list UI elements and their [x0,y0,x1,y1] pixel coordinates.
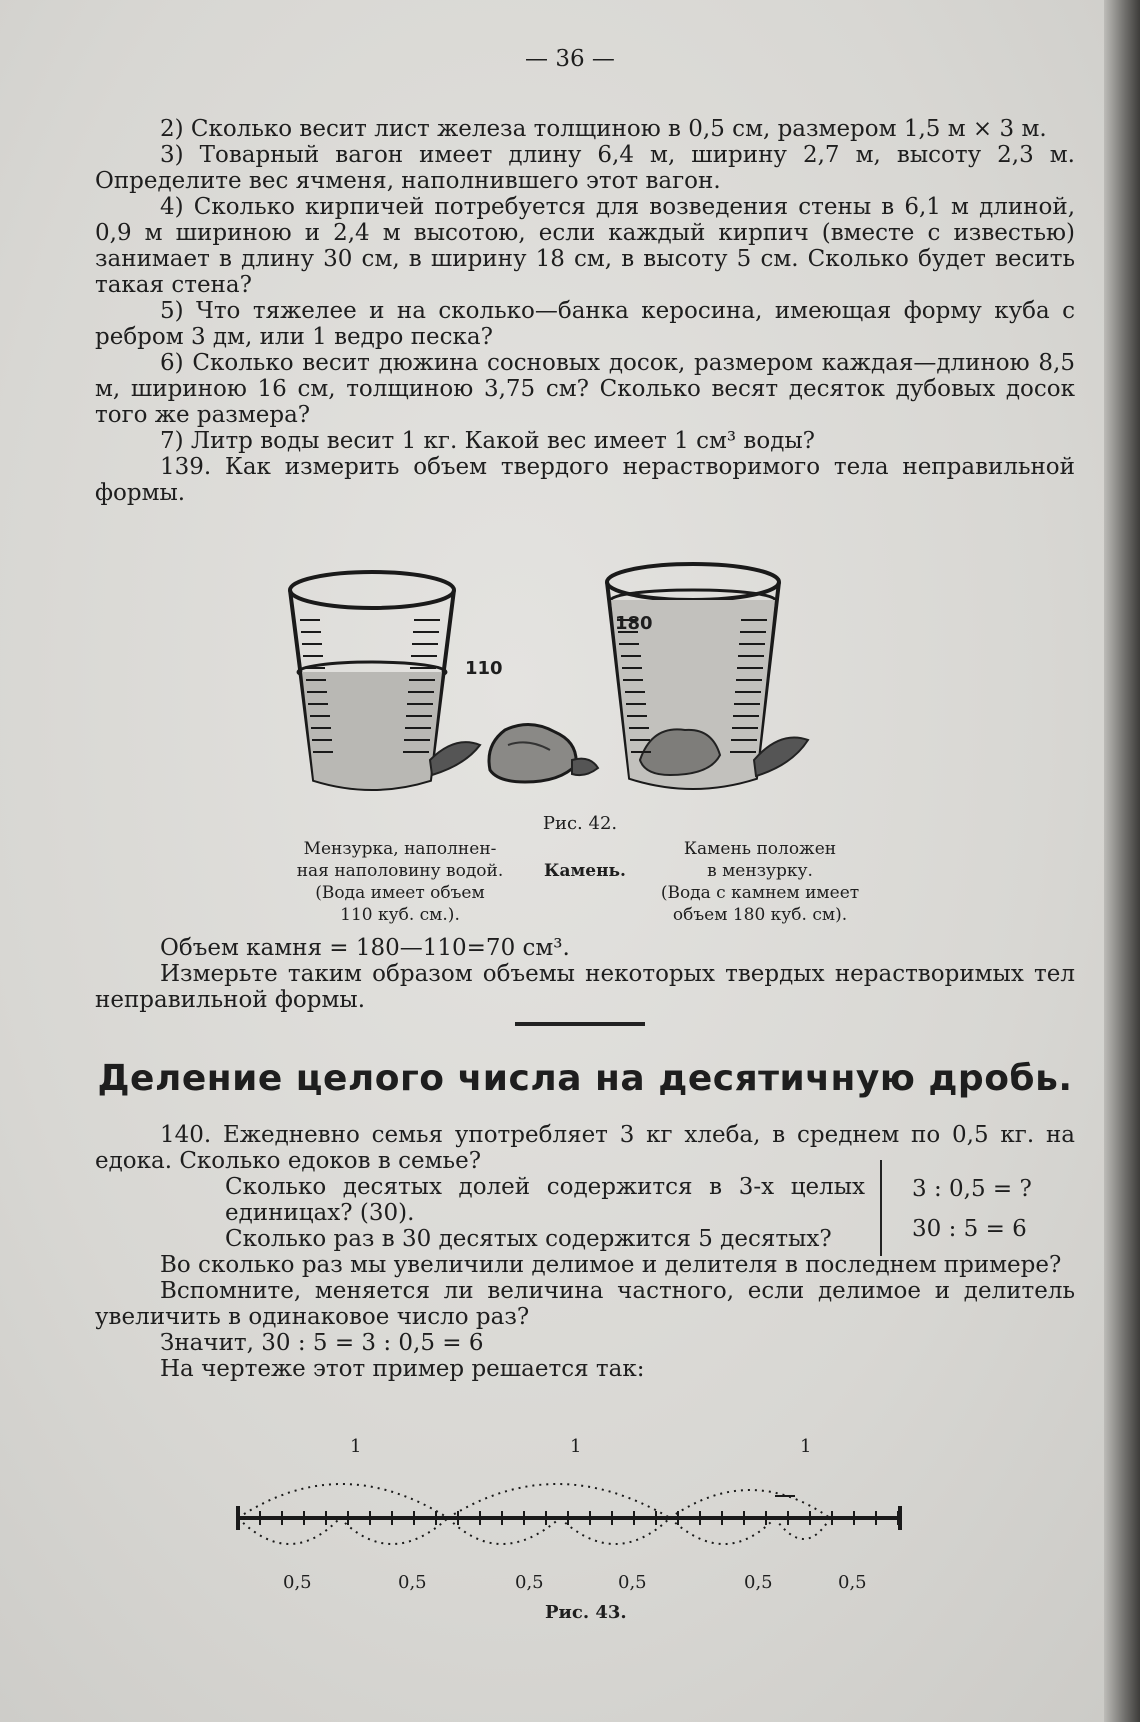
half-label-6: 0,5 [838,1572,867,1593]
caption-left-line: ная наполовину водой. [296,861,504,881]
exercise-list [95,116,1075,506]
question-quotient: Вспомните, меняется ли величина частного, если делимое и делитель увеличить в одинаковое число раз? [95,1278,1075,1330]
exercise-4: 4) Сколько кирпичей потребуется для возведения стены в 6,1 м длиной, 0,9 м шириною и 2,4 м высотою, если каждый кирпич (вместе с известью) занимает в длину 30 см, в ширину 18 см, в высоту 5 см. Сколько будет весить такая стена? [95,194,1075,298]
volume-label-180: 180 [615,613,653,634]
unit-label-2: 1 [570,1436,582,1457]
drawing-intro: На чертеже этот пример решается так: [160,1356,645,1382]
unit-label-3: 1 [800,1436,812,1457]
unit-label-1: 1 [350,1436,362,1457]
caption-right [640,838,880,926]
figure-43-number-line [230,1460,920,1580]
half-label-3: 0,5 [515,1572,544,1593]
stone-volume-formula: Объем камня = 180—110=70 см³. [160,935,570,961]
question-tenths: Сколько десятых долей содержится в 3-х целых единицах? (30). [225,1174,865,1226]
half-label-4: 0,5 [618,1572,647,1593]
caption-right-line: Камень положен [683,839,837,859]
conclusion-equation: Значит, 30 : 5 = 3 : 0,5 = 6 [160,1330,484,1356]
equation-box [880,1160,1077,1256]
question-times: Сколько раз в 30 десятых содержится 5 десятых? [225,1226,832,1252]
book-spine-shadow [1104,0,1140,1722]
problem-140-text: 140. Ежедневно семья употребляет 3 кг хлеба, в среднем по 0,5 кг. на едока. Сколько едоков в семье? [95,1122,1075,1174]
caption-middle: Камень. [544,861,626,881]
caption-left-line: (Вода имеет объем [315,883,485,903]
exercise-7: 7) Литр воды весит 1 кг. Какой вес имеет 1 см³ воды? [160,428,816,454]
caption-right-line: в мензурку. [707,861,813,881]
caption-right-line: (Вода с камнем имеет [660,883,860,903]
measure-instruction: Измерьте таким образом объемы некоторых твердых нерастворимых тел неправильной формы. [95,961,1075,1013]
volume-label-110: 110 [465,658,503,679]
section-heading: Деление целого числа на десятичную дробь. [97,1058,1073,1099]
question-increase: Во сколько раз мы увеличили делимое и делителя в последнем примере? [160,1252,1062,1278]
half-label-1: 0,5 [283,1572,312,1593]
caption-right-line: объем 180 куб. см). [672,905,848,925]
beaker-right-icon [607,564,808,788]
page-number: — 36 — [525,46,615,72]
stone-icon [489,724,598,782]
caption-left [280,838,520,926]
exercise-3: 3) Товарный вагон имеет длину 6,4 м, ширину 2,7 м, высоту 2,3 м. Определите вес ячменя, наполнившего этот вагон. [95,142,1075,194]
section-divider [515,1022,645,1026]
exercise-5: 5) Что тяжелее и на сколько—банка керосина, имеющая форму куба с ребром 3 дм, или 1 ведро песка? [95,298,1075,350]
half-label-5: 0,5 [744,1572,773,1593]
exercise-6: 6) Сколько весит дюжина сосновых досок, размером каждая—длиною 8,5 м, шириною 16 см, толщиною 3,75 см? Сколько весят десяток дубовых досок того же размера? [95,350,1075,428]
equation-2: 30 : 5 = 6 [912,1216,1027,1242]
half-label-2: 0,5 [398,1572,427,1593]
beaker-left-icon [290,572,480,789]
caption-left-line: 110 куб. см.). [340,905,460,925]
equation-1: 3 : 0,5 = ? [912,1176,1032,1202]
figure-43-caption: Рис. 43. [545,1602,627,1623]
caption-left-line: Мензурка, наполнен- [303,839,497,859]
exercise-2: 2) Сколько весит лист железа толщиною в 0,5 см, размером 1,5 м × 3 м. [160,116,1047,142]
stone-volume-text [95,935,1075,1013]
problem-139: 139. Как измерить объем твердого нерастворимого тела неправильной формы. [95,454,1075,506]
figure-42-caption: Рис. 42. [542,813,618,834]
figure-42-beakers [280,560,880,810]
